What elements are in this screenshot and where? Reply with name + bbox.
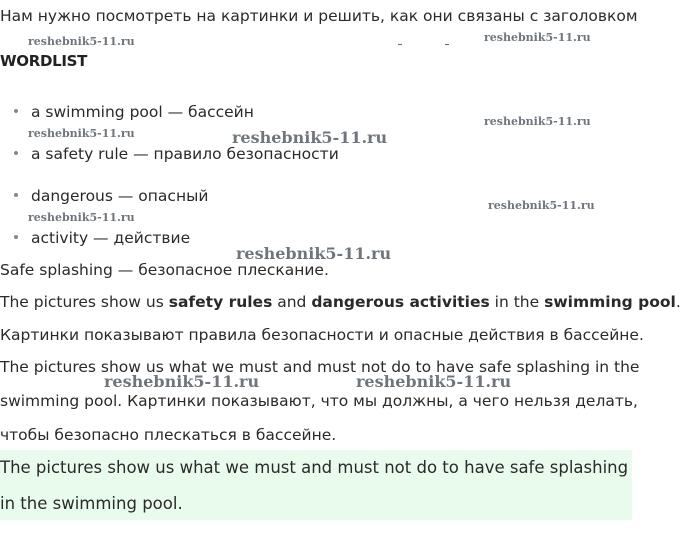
answer-line-2: in the swimming pool. — [0, 494, 183, 513]
sentence-2-line-1: The pictures show us what we must and must not do to have safe splashing in the — [0, 358, 640, 376]
list-item-text: dangerous — опасный — [31, 187, 209, 205]
watermark: reshebnik5-11.ru — [232, 128, 388, 147]
text-run: . — [675, 293, 681, 311]
bullet-icon — [14, 193, 18, 197]
bullet-icon — [14, 235, 18, 239]
watermark: reshebnik5-11.ru — [488, 199, 595, 212]
text-run: and — [272, 293, 312, 311]
list-item — [14, 187, 208, 205]
bold-term: dangerous activities — [311, 293, 490, 311]
stray-mark — [398, 44, 402, 45]
sentence-1-translation: Картинки показывают правила безопасности и опасные действия в бассейне. — [0, 326, 644, 344]
sentence-1 — [0, 293, 681, 311]
watermark: reshebnik5-11.ru — [484, 115, 591, 128]
text-run: The pictures show us — [0, 293, 169, 311]
bullet-icon — [14, 109, 18, 113]
list-item — [14, 103, 254, 121]
watermark: reshebnik5-11.ru — [356, 372, 512, 391]
wordlist-heading: WORDLIST — [0, 52, 88, 70]
text-run: in the — [489, 293, 545, 311]
bullet-icon — [14, 151, 18, 155]
title-translation: Safe splashing — безопасное плескание. — [0, 261, 329, 279]
watermark: reshebnik5-11.ru — [28, 35, 135, 48]
intro-text: Нам нужно посмотреть на картинки и решить, как они связаны с заголовком — [0, 7, 638, 25]
stray-mark — [445, 44, 449, 45]
bold-term: swimming pool — [544, 293, 676, 311]
answer-line-1: The pictures show us what we must and must not do to have safe splashing — [0, 458, 629, 477]
sentence-2-line-2: swimming pool. Картинки показывают, что мы должны, а чего нельзя делать, — [0, 392, 638, 410]
watermark: reshebnik5-11.ru — [104, 372, 260, 391]
watermark: reshebnik5-11.ru — [236, 244, 392, 263]
watermark: reshebnik5-11.ru — [484, 31, 591, 44]
sentence-2-line-3: чтобы безопасно плескаться в бассейне. — [0, 426, 337, 444]
list-item-text: a swimming pool — бассейн — [31, 103, 254, 121]
list-item — [14, 145, 339, 163]
list-item-text: activity — действие — [31, 229, 191, 247]
answer-box — [0, 450, 632, 520]
watermark: reshebnik5-11.ru — [28, 211, 135, 224]
list-item — [14, 229, 190, 247]
list-item-text: a safety rule — правило безопасности — [31, 145, 339, 163]
watermark: reshebnik5-11.ru — [28, 127, 135, 140]
bold-term: safety rules — [168, 293, 273, 311]
